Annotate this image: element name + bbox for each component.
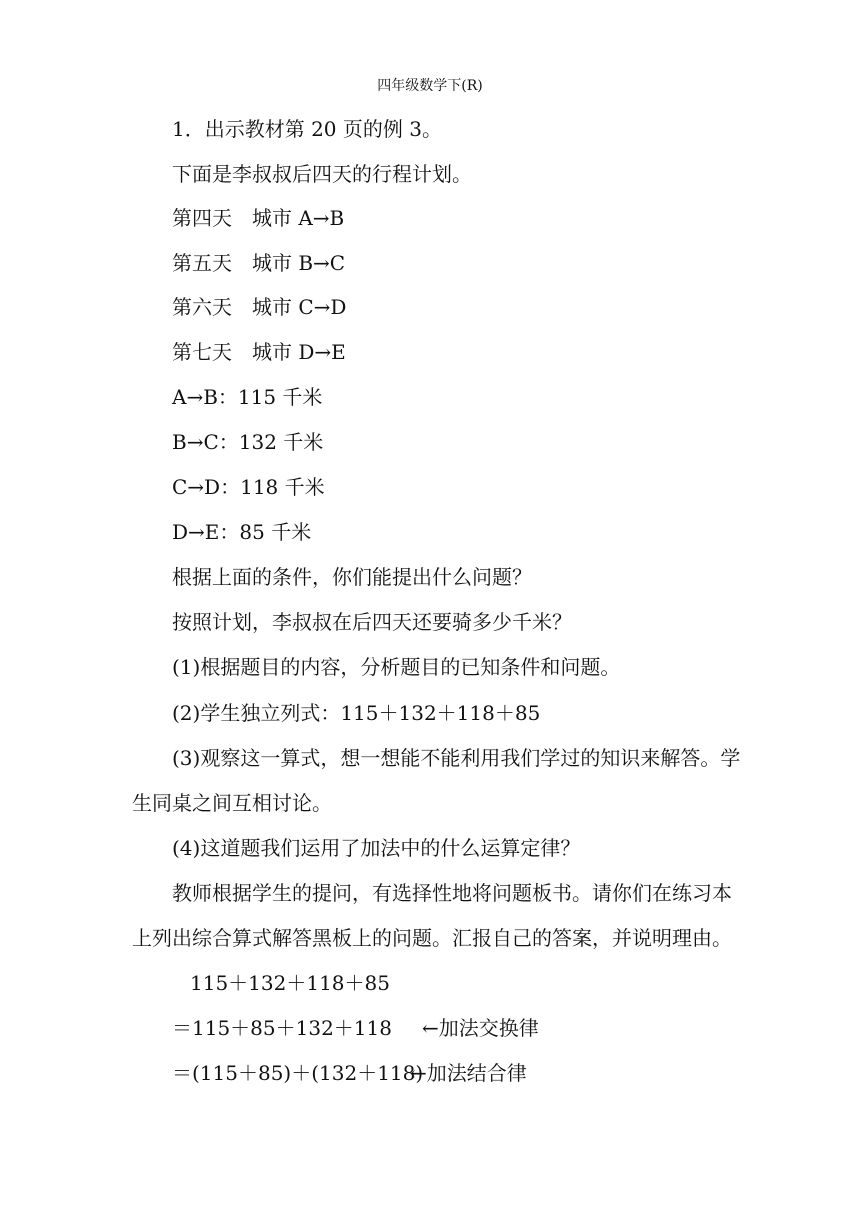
question-prompt: 根据上面的条件，你们能提出什么问题？ bbox=[172, 565, 532, 589]
distance-b-c: B→C：132 千米 bbox=[172, 430, 324, 454]
distance-d-e: D→E：85 千米 bbox=[172, 520, 312, 544]
question: 按照计划，李叔叔在后四天还要骑多少千米？ bbox=[172, 610, 572, 634]
plan-intro: 下面是李叔叔后四天的行程计划。 bbox=[172, 162, 472, 186]
step-1: (1)根据题目的内容，分析题目的已知条件和问题。 bbox=[172, 655, 621, 679]
calc-line-1: 115＋132＋118＋85 bbox=[190, 971, 390, 995]
associative-law-note: ←加法结合律 bbox=[410, 1061, 527, 1085]
step-4: (4)这道题我们运用了加法中的什么运算定律？ bbox=[172, 836, 581, 860]
commutative-law-note: ←加法交换律 bbox=[422, 1016, 539, 1040]
teacher-instruction: 教师根据学生的提问，有选择性地将问题板书。请你们在练习本 bbox=[172, 881, 732, 905]
calc-line-2: ＝115＋85＋132＋118 bbox=[172, 1016, 392, 1040]
plan-day-4: 第四天 城市 A→B bbox=[172, 206, 345, 230]
example-intro: 1．出示教材第 20 页的例 3。 bbox=[172, 117, 442, 141]
step-3-continued: 生同桌之间互相讨论。 bbox=[132, 791, 332, 815]
step-2: (2)学生独立列式：115＋132＋118＋85 bbox=[172, 701, 541, 725]
distance-c-d: C→D：118 千米 bbox=[172, 475, 325, 499]
plan-day-6: 第六天 城市 C→D bbox=[172, 295, 347, 319]
distance-a-b: A→B：115 千米 bbox=[172, 385, 323, 409]
plan-day-5: 第五天 城市 B→C bbox=[172, 251, 346, 275]
page-header: 四年级数学下(R) bbox=[377, 78, 483, 94]
calc-line-3: ＝(115＋85)＋(132＋118) bbox=[172, 1061, 424, 1085]
plan-day-7: 第七天 城市 D→E bbox=[172, 340, 346, 364]
teacher-instruction-continued: 上列出综合算式解答黑板上的问题。汇报自己的答案，并说明理由。 bbox=[132, 926, 732, 950]
step-3: (3)观察这一算式，想一想能不能利用我们学过的知识来解答。学 bbox=[172, 746, 741, 770]
